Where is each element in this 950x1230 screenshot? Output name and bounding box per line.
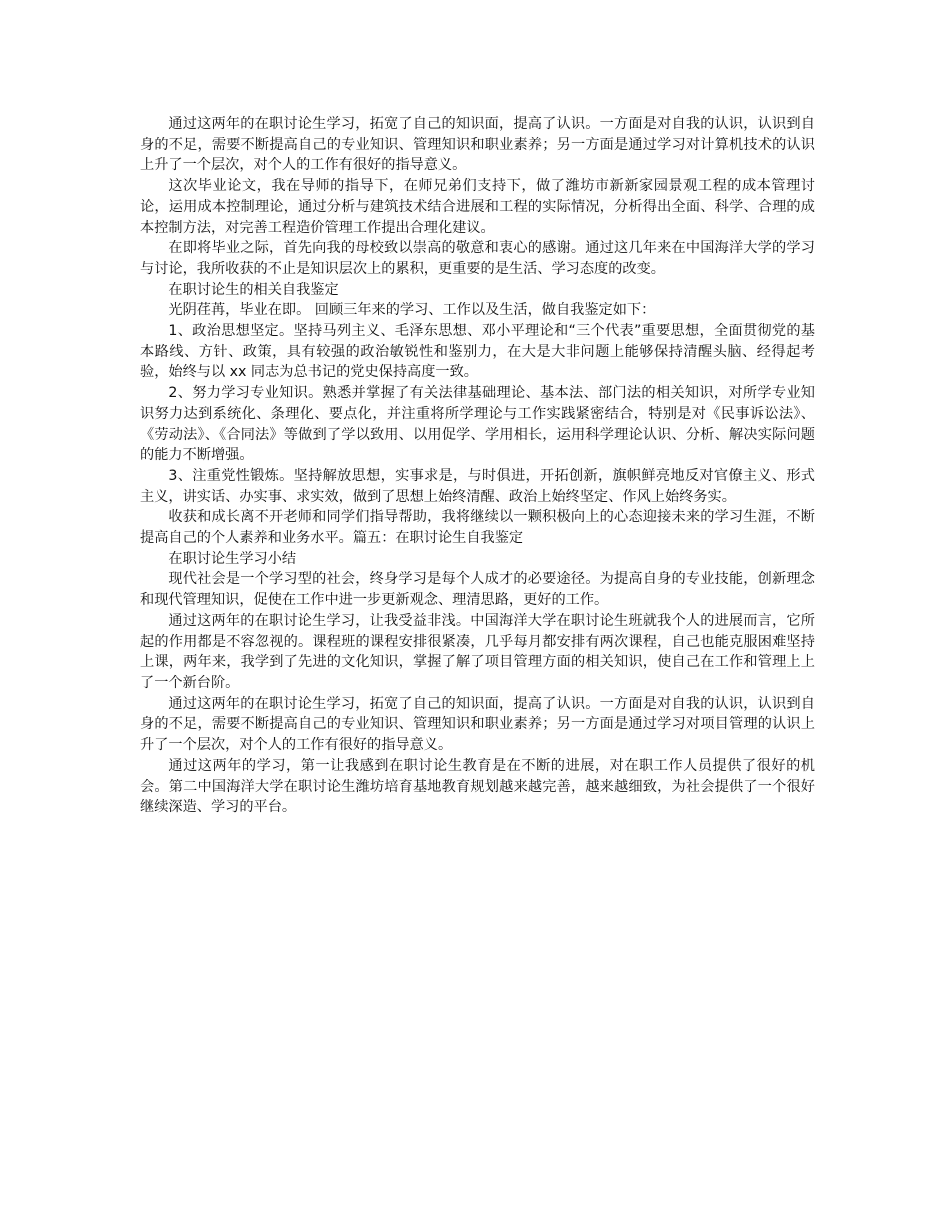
paragraph-8: 收获和成长离不开老师和同学们指导帮助，我将继续以一颗积极向上的心态迎接未来的学习生涯，不断提高自己的个人素养和业务水平。篇五：在职讨论生自我鉴定 [140,509,815,547]
section-heading-study-summary: 在职讨论生学习小结 [168,550,297,567]
section-heading-self-evaluation: 在职讨论生的相关自我鉴定 [168,281,339,298]
document-body [140,114,815,818]
paragraph-3: 在即将毕业之际，首先向我的母校致以崇高的敬意和衷心的感谢。通过这几年来在中国海洋大学的学习与讨论，我所收获的不止是知识层次上的累积，更重要的是生活、学习态度的改变。 [140,240,815,277]
paragraph-4: 光阴荏苒，毕业在即。 回顾三年来的学习、工作以及生活，做自我鉴定如下： [168,302,656,319]
paragraph-7: 3、注重党性锻炼。坚持解放思想，实事求是，与时俱进，开拓创新，旗帜鲜亮地反对官僚主义、形式主义，讲实话、办实事、求实效，做到了思想上始终清醒、政治上始终坚定、作风上始终务实。 [140,467,815,505]
paragraph-5: 1、政治思想坚定。坚持马列主义、毛泽东思想、邓小平理论和“三个代表”重要思想，全面贯彻党的基本路线、方针、政策，具有较强的政治敏锐性和鉴别力，在大是大非问题上能够保持清醒头脑、经得起考验，始终与以 xx 同志为总书记的党史保持高度一致。 [140,323,815,381]
paragraph-1: 通过这两年的在职讨论生学习，拓宽了自己的知识面，提高了认识。一方面是对自我的认识，认识到自身的不足，需要不断提高自己的专业知识、管理知识和职业素养；另一方面是通过学习对计算机技术的认识上升了一个层次，对个人的工作有很好的指导意义。 [140,116,815,174]
paragraph-2: 这次毕业论文，我在导师的指导下，在师兄弟们支持下，做了潍坊市新新家园景观工程的成本管理讨论，运用成本控制理论，通过分析与建筑技术结合进展和工程的实际情况，分析得出全面、科学、合理的成本控制方法，对完善工程造价管理工作提出合理化建议。 [140,178,815,236]
paragraph-6: 2、努力学习专业知识。熟悉并掌握了有关法律基础理论、基本法、部门法的相关知识，对所学专业知识努力达到系统化、条理化、要点化，并注重将所学理论与工作实践紧密结合，特别是对《民事诉讼法》、《劳动法》、《合同法》等做到了学以致用、以用促学、学用相长，运用科学理论认识、分析、解决实际问题的能力不断增强。 [140,385,815,464]
paragraph-12: 通过这两年的学习，第一让我感到在职讨论生教育是在不断的进展，对在职工作人员提供了很好的机会。第二中国海洋大学在职讨论生潍坊培育基地教育规划越来越完善，越来越细致，为社会提供了一个很好继续深造、学习的平台。 [140,757,815,816]
paragraph-11: 通过这两年的在职讨论生学习，拓宽了自己的知识面，提高了认识。一方面是对自我的认识，认识到自身的不足，需要不断提高自己的专业知识、管理知识和职业素养；另一方面是通过学习对项目管理的认识上升了一个层次，对个人的工作有很好的指导意义。 [140,695,815,754]
paragraph-10: 通过这两年的在职讨论生学习，让我受益非浅。中国海洋大学在职讨论生班就我个人的进展而言，它所起的作用都是不容忽视的。课程班的课程安排很紧凑，几乎每月都安排有两次课程，自己也能克服困难坚持上课，两年来，我学到了先进的文化知识，掌握了解了项目管理方面的相关知识，使自己在工作和管理上上了一个新台阶。 [140,612,815,691]
paragraph-9: 现代社会是一个学习型的社会，终身学习是每个人成才的必要途径。为提高自身的专业技能，创新理念和现代管理知识，促使在工作中进一步更新观念、理清思路，更好的工作。 [140,571,815,609]
